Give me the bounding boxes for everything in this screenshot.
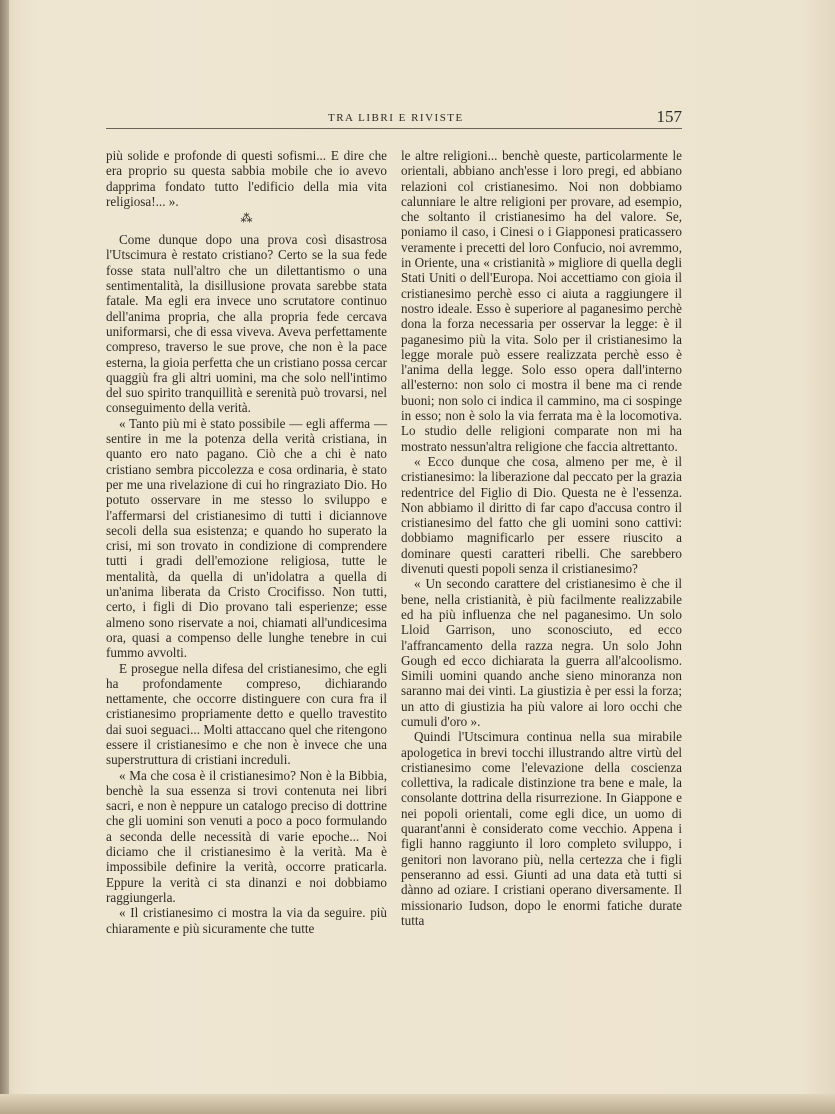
right-column [401,148,682,928]
paragraph: le altre religioni... benchè queste, particolarmente le orientali, abbiano anch'esse i loro pregi, ed abbiano relazioni col cristianesimo. Noi non dobbiamo calunniare le altre religioni per provare, ad esempio, che soltanto il cristianesimo ha del valore. Se, poniamo il caso, i Cinesi o i Giapponesi praticassero veramente i precetti del loro Confucio, noi avremmo, in Oriente, una « cristianità » migliore di quella degli Stati Uniti o dell'Europa. Noi accettiamo con gioia il cristianesimo perchè esso ci aiuta a raggiungere il nostro ideale. Esso è superiore al paganesimo perchè dona la forza necessaria per osservar la legge: è il paganesimo più la vita. Solo per il cristianesimo la legge morale può essere realizzata perchè esso è l'anima della legge. Solo esso opera dall'interno all'esterno: non solo ci mostra il bene ma ci rende buoni; non solo ci indica il cammino, ma ci sospinge in esso; non è solo la via ferrata ma è la locomotiva. Lo studio delle religioni comparate non mi ha mostrato nessun'altra religione che faccia altrettanto. [401,148,682,454]
paragraph: « Ecco dunque che cosa, almeno per me, è il cristianesimo: la liberazione dal peccato per la grazia redentrice del Figlio di Dio. Questa ne è l'essenza. Non abbiamo il diritto di far capo d'accusa contro il cristianesimo del fatto che gli uomini sono cattivi: dobbiamo magnificarlo per essere riuscito a dominare questi caratteri ribelli. Che sarebbero divenuti questi popoli senza il cristianesimo? [401,453,682,577]
left-column [106,148,387,936]
running-header [106,108,682,136]
page-number: 157 [656,107,682,126]
paragraph: « Un secondo carattere del cristianesimo è che il bene, nella cristianità, è più facilmente realizzabile ed ha più influenza che nel paganesimo. Un solo Lloid Garrison, uno sconosciuto, ed ecco l'affrancamento della razza negra. Un solo John Gough ed ecco dichiarata la guerra all'alcoolismo. Simili uomini quando anche sieno minoranza non saranno mai dei vinti. La giustizia è per essi la forza; un atto di giustizia ha più valore ai loro occhi che cumuli d'oro ». [401,576,682,729]
page-bottom-edge [0,1094,835,1114]
paragraph: Come dunque dopo una prova così disastrosa l'Utscimura è restato cristiano? Certo se la sua fede fosse stata null'altro che un dilettantismo o una sentimentalità, la disillusione provata sarebbe stata fatale. Ma egli era invece uno scrutatore continuo dell'anima propria, che alla propria fede cercava uniformarsi, che di essa viveva. Aveva perfettamente compreso, traverso le sue prove, che non è la pace esterna, la gioia perfetta che un cristiano possa cercar quaggiù fra gli altri uomini, ma che solo nell'intimo del suo spirito tranquillità e serenità può trovarsi, nel conseguimento della verità. [106,232,387,416]
section-separator: ⁂ [240,211,253,226]
header-rule [106,128,682,129]
paragraph: più solide e profonde di questi sofismi... E dire che era proprio su questa sabbia mobile che io avevo dapprima fondato tutto l'edificio della mia vita religiosa!... ». [106,148,387,209]
paragraph: Quindi l'Utscimura continua nella sua mirabile apologetica in brevi tocchi illustrando altre virtù del cristianesimo come l'elevazione della coscienza collettiva, la radicale distinzione tra bene e male, la consolante dottrina della risurrezione. In Giappone e nei popoli orientali, come egli dice, un uomo di quarant'anni è considerato come vecchio. Appena i figli hanno raggiunto il loro completo sviluppo, i genitori non lavorano più, nella certezza che i figli penseranno ad essi. Giunti ad una data età tutti si dànno ad oziare. I cristiani operano diversamente. Il missionario Iudson, dopo le enormi fatiche durate tutta [401,729,682,928]
book-binding-edge [0,0,9,1114]
paragraph: E prosegue nella difesa del cristianesimo, che egli ha profondamente compreso, dichiarando nettamente, che occorre distinguere con cura fra il cristianesimo propriamente detto e quello travestito dai suoi seguaci... Molti attaccano quel che ritengono essere il cristianesimo e che non è invece che una superstruttura di cristiani increduli. [106,660,387,768]
paragraph: « Tanto più mi è stato possibile — egli afferma — sentire in me la potenza della verità cristiana, in quanto ero nato pagano. Ciò che a chi è nato cristiano sembra piccolezza e cosa ordinaria, è stato per me una rivelazione di cui ho ringraziato Dio. Ho potuto osservare in me stesso lo sviluppo e l'affermarsi del cristianesimo di tutti i diciannove secoli della sua esistenza; e quando ho superato la crisi, mi son trovato in condizione di comprendere tutti i gradi dell'emozione religiosa, tutte le mentalità, da quella di un'idolatra a quella di un'anima liberata da Cristo Crocifisso. Non tutti, certo, i figli di Dio provano tali esperienze; esse almeno sono riservate a noi, chiamati all'undicesima ora, quasi a compenso delle lunghe tenebre in cui fummo avvolti. [106,415,387,661]
running-title: TRA LIBRI E RIVISTE [328,112,464,124]
paragraph: « Il cristianesimo ci mostra la via da seguire. più chiaramente e più sicuramente che tutte [106,905,387,936]
paragraph: « Ma che cosa è il cristianesimo? Non è la Bibbia, benchè la sua essenza si trovi contenuta nei libri sacri, e non è neppure un catalogo preciso di dottrine che gli uomini son venuti a poco a poco formulando a seconda delle necessità di varie epoche... Noi diciamo che il cristianesimo è la verità. Ma è impossibile definire la verità, occorre praticarla. Eppure la verità ci sta dinanzi e noi dobbiamo raggiungerla. [106,767,387,905]
